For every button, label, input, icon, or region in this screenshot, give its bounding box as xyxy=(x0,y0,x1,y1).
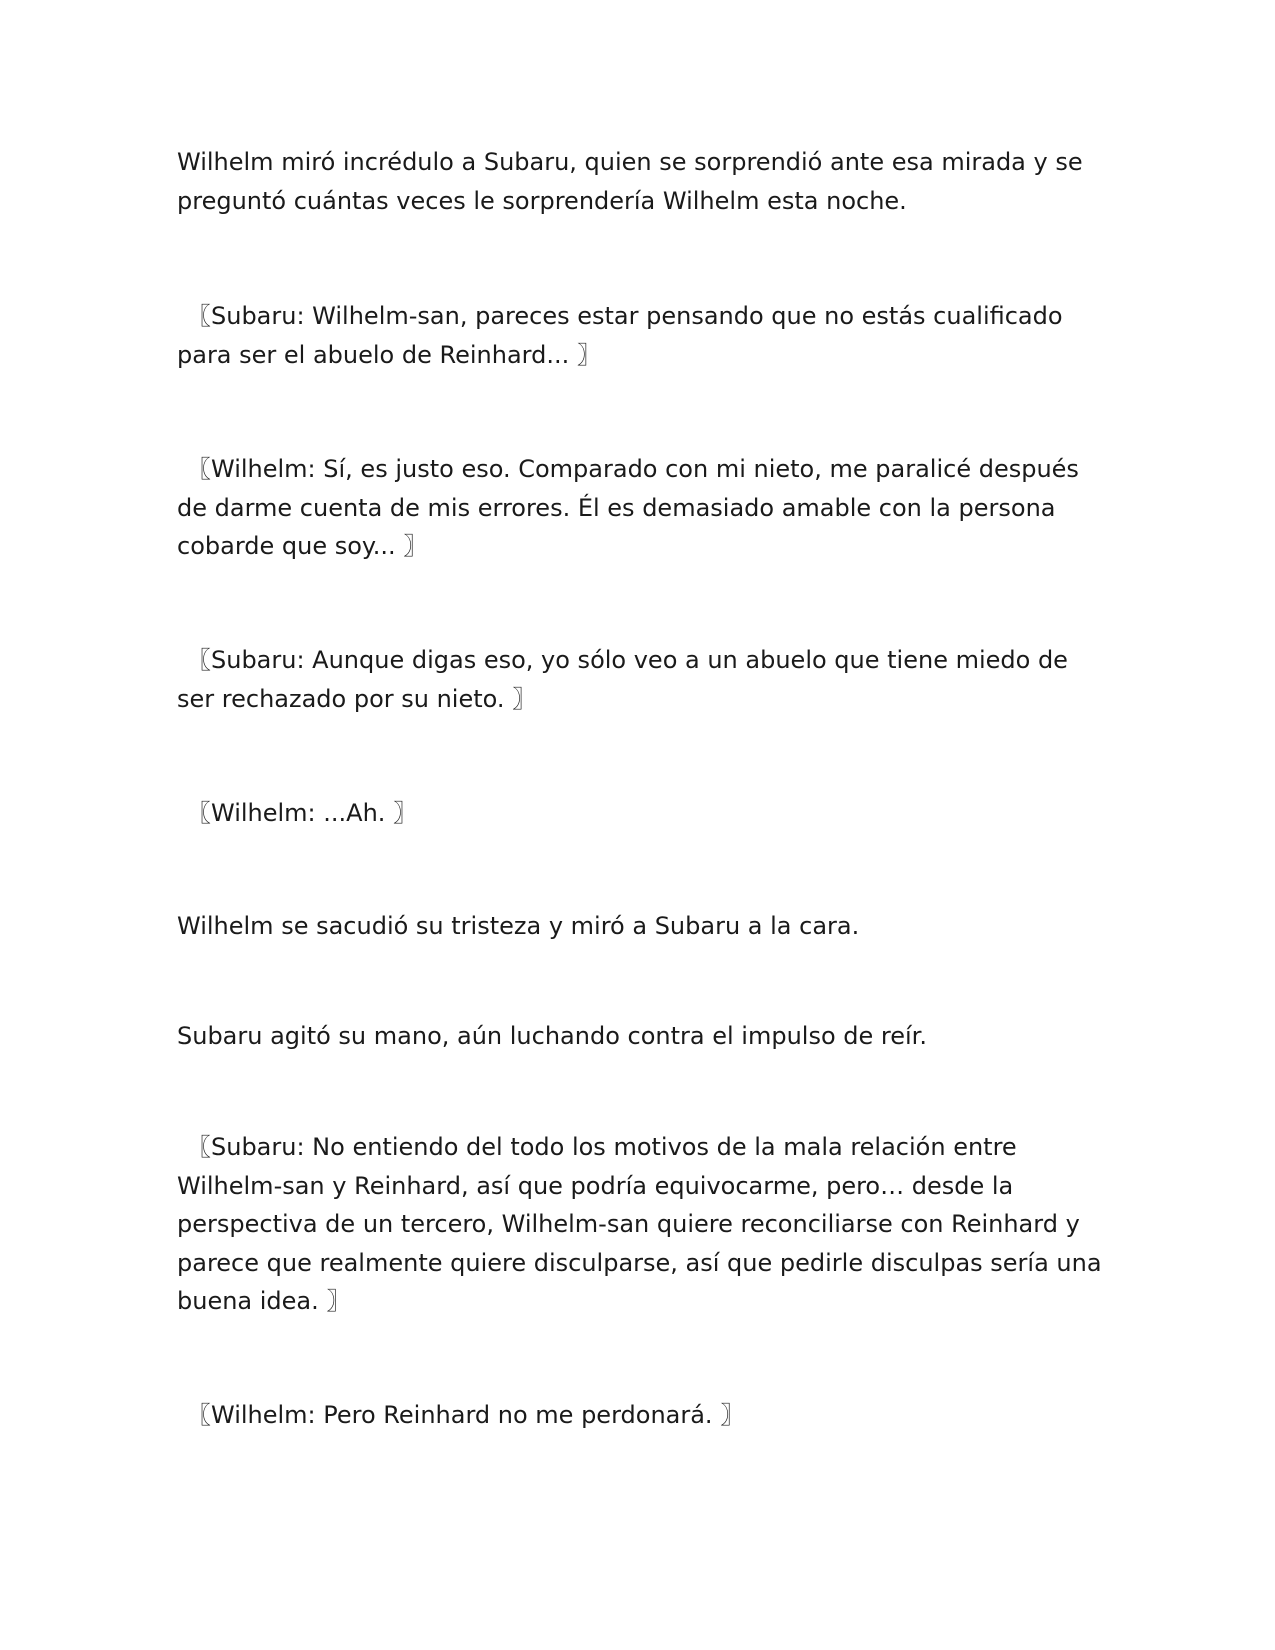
narration-paragraph: Subaru agitó su mano, aún luchando contra el impulso de reír. xyxy=(177,1022,927,1050)
dialogue-paragraph: 〖Wilhelm: Sí, es justo eso. Comparado con mi nieto, me paralicé después de darme cuenta de mis errores. Él es demasiado amable con la persona cobarde que soy... 〗 xyxy=(177,455,1079,560)
dialogue-paragraph: 〖Subaru: Aunque digas eso, yo sólo veo a un abuelo que tiene miedo de ser rechazado por su nieto. 〗 xyxy=(177,646,1068,713)
narration-paragraph: Wilhelm se sacudió su tristeza y miró a Subaru a la cara. xyxy=(177,912,860,940)
narration-paragraph: Wilhelm miró incrédulo a Subaru, quien se sorprendió ante esa mirada y se preguntó cuántas veces le sorprendería Wilhelm esta noche. xyxy=(177,148,1083,215)
dialogue-paragraph: 〖Subaru: Wilhelm-san, pareces estar pensando que no estás cualificado para ser el abuelo de Reinhard... 〗 xyxy=(177,302,1063,369)
dialogue-paragraph: 〖Wilhelm: ...Ah. 〗 xyxy=(187,799,418,827)
dialogue-paragraph: 〖Wilhelm: Pero Reinhard no me perdonará. 〗 xyxy=(187,1401,745,1429)
dialogue-paragraph: 〖Subaru: No entiendo del todo los motivos de la mala relación entre Wilhelm-san y Reinhard, así que podría equivocarme, pero… desde la perspectiva de un tercero, Wilhelm-san quiere reconciliarse con Reinhard y parece que realmente quiere disculparse, así que pedirle disculpas sería una buena idea. 〗 xyxy=(177,1133,1102,1315)
